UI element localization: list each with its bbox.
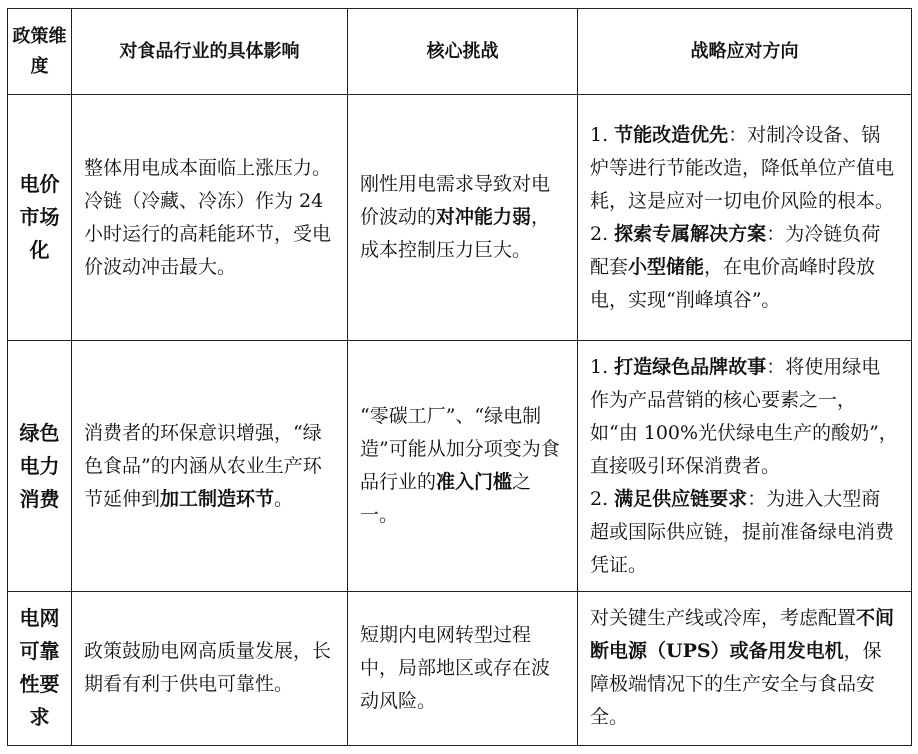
strategy-item (590, 483, 899, 582)
text-run: ，保障极端情况下的生产安全与食品安全。 (590, 640, 882, 729)
text-run: ：将使用绿电作为产品营销的核心要素之一，如“由 100%光伏绿电生产的酸奶”，直接吸引环保消费者。 (590, 355, 898, 477)
text-run: 1. (590, 355, 615, 378)
emphasis-text: 加工制造环节 (160, 487, 275, 510)
text-run: 2. (590, 487, 615, 510)
text-run: 2. (590, 222, 615, 245)
text-run: 消费者的环保意识增强，“绿色食品”的内涵从农业生产环节延伸到 (84, 421, 322, 510)
strategy-item (590, 351, 899, 483)
text-run: ：为冷链负荷配套 (590, 222, 881, 278)
text-run: 对关键生产线或冷库，考虑配置 (590, 607, 857, 630)
strategy-cell (578, 95, 912, 341)
text-run: ：为进入大型商超或国际供应链，提前准备绿电消费凭证。 (590, 487, 895, 576)
impact-cell (72, 591, 348, 745)
header-row (8, 9, 912, 95)
text-run: ，成本控制压力巨大。 (360, 206, 551, 262)
header-dimension: 政策维度 (8, 9, 72, 95)
text-run: 之一。 (360, 471, 532, 527)
emphasis-text: 准入门槛 (436, 471, 513, 494)
dimension-label: 电价市场化 (19, 172, 60, 263)
emphasis-text: 节能改造优先 (614, 123, 729, 146)
dimension-label: 绿色电力消费 (19, 420, 60, 511)
text-run: 1. (590, 123, 615, 146)
challenge-cell (348, 341, 578, 591)
text-run: 政策鼓励电网高质量发展，长期看有利于供电可靠性。 (84, 640, 332, 696)
text-run: 刚性用电需求导致对电价波动的 (360, 173, 551, 229)
emphasis-text: 对冲能力弱 (436, 206, 532, 229)
emphasis-text: 满足供应链要求 (614, 487, 748, 510)
text-run: 。 (274, 487, 294, 510)
text-run: “零碳工厂”、“绿电制造”可能从加分项变为食品行业的 (360, 405, 560, 494)
text-run: ：对制冷设备、锅炉等进行节能改造，降低单位产值电耗，这是应对一切电价风险的根本。 (590, 123, 895, 212)
table-row (8, 95, 912, 341)
strategy-cell (578, 341, 912, 591)
impact-cell (72, 95, 348, 341)
dimension-cell (8, 95, 72, 341)
strategy-cell (578, 591, 912, 745)
emphasis-text: 不间断电源（UPS）或备用发电机 (590, 607, 895, 663)
strategy-item (590, 119, 899, 218)
challenge-cell (348, 95, 578, 341)
header-challenge: 核心挑战 (348, 9, 578, 95)
table-row (8, 341, 912, 591)
header-strategy: 战略应对方向 (578, 9, 912, 95)
text-run: 整体用电成本面临上涨压力。冷链（冷藏、冷冻）作为 24 小时运行的高耗能环节，受电价波动冲击最大。 (84, 156, 332, 278)
emphasis-text: 打造绿色品牌故事 (614, 355, 767, 378)
dimension-cell (8, 591, 72, 745)
challenge-cell (348, 591, 578, 745)
dimension-cell (8, 341, 72, 591)
table-row (8, 591, 912, 745)
strategy-item (590, 218, 899, 317)
strategy-item (590, 602, 899, 734)
dimension-label: 电网可靠性要求 (19, 606, 60, 730)
emphasis-text: 小型储能 (628, 255, 705, 278)
text-run: ，在电价高峰时段放电，实现“削峰填谷”。 (590, 255, 876, 311)
table-body (8, 95, 912, 746)
text-run: 短期内电网转型过程中，局部地区或存在波动风险。 (360, 623, 551, 712)
impact-cell (72, 341, 348, 591)
emphasis-text: 探索专属解决方案 (614, 222, 767, 245)
policy-impact-table (7, 8, 912, 746)
header-impact: 对食品行业的具体影响 (72, 9, 348, 95)
